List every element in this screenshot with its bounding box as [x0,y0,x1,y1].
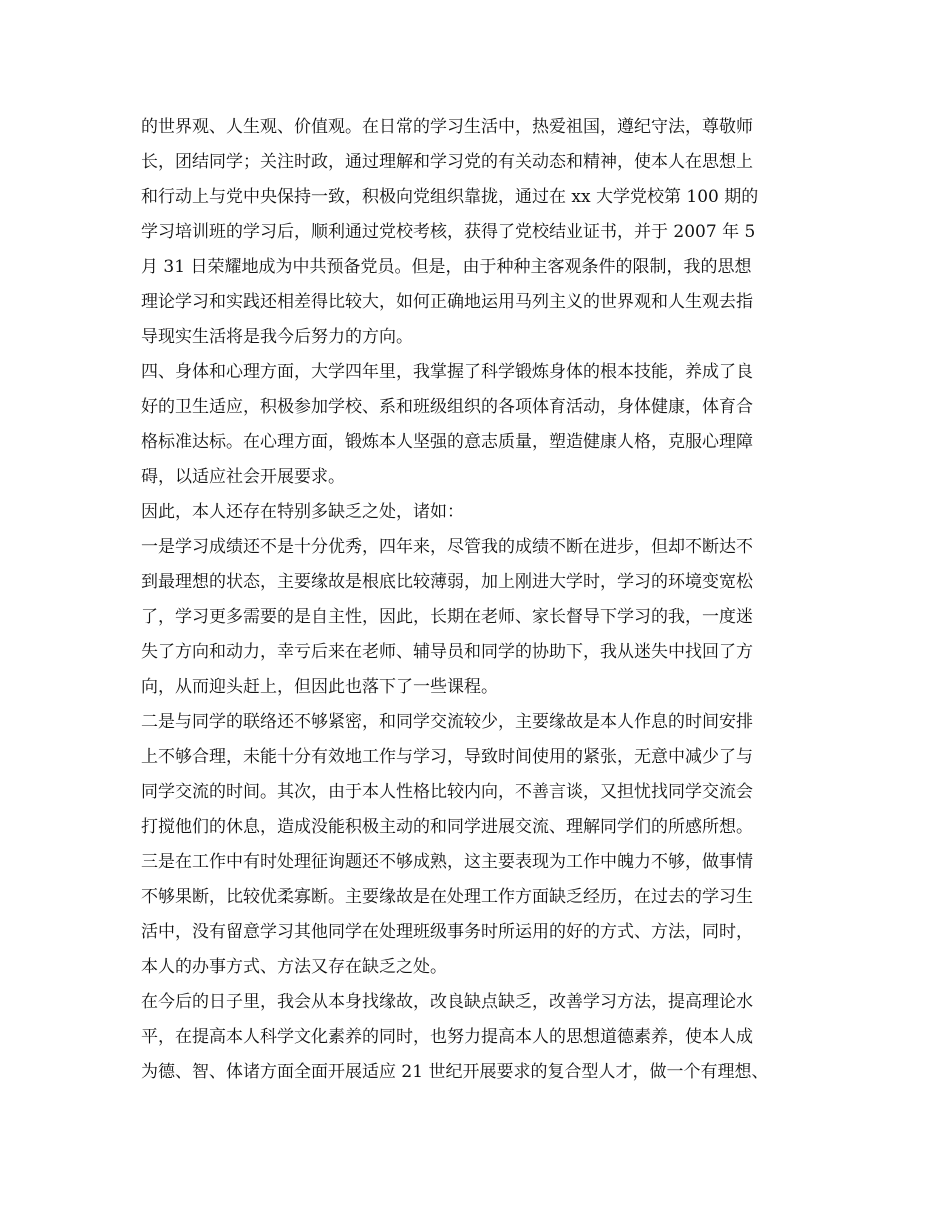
text-line: 在今后的日子里，我会从本身找缘故，改良缺点缺乏，改善学习方法，提高理论水 [141,992,753,1012]
text-line: 了，学习更多需要的是自主性，因此，长期在老师、家长督导下学习的我，一度迷 [141,607,753,627]
text-line: 因此，本人还存在特别多缺乏之处，诸如： [141,502,464,522]
text-line: 上不够合理，未能十分有效地工作与学习，导致时间使用的紧张，无意中减少了与 [141,747,753,767]
text-line: 向，从而迎头赶上，但因此也落下了一些课程。 [141,677,498,697]
text-line: 学习培训班的学习后，顺利通过党校考核，获得了党校结业证书，并于 2007 年 5 [141,222,756,242]
text-line: 碍，以适应社会开展要求。 [141,467,345,487]
text-line: 的世界观、人生观、价值观。在日常的学习生活中，热爱祖国，遵纪守法，尊敬师 [141,117,753,137]
text-line: 平，在提高本人科学文化素养的同时，也努力提高本人的思想道德素养，使本人成 [141,1027,753,1047]
body-text [141,110,831,1090]
text-line: 活中，没有留意学习其他同学在处理班级事务时所运用的好的方式、方法，同时， [141,922,753,942]
text-line: 好的卫生适应，积极参加学校、系和班级组织的各项体育活动，身体健康，体育合 [141,397,753,417]
text-line: 月 31 日荣耀地成为中共预备党员。但是，由于种种主客观条件的限制，我的思想 [141,257,752,277]
text-line: 格标准达标。在心理方面，锻炼本人坚强的意志质量，塑造健康人格，克服心理障 [141,432,753,452]
text-line: 本人的办事方式、方法又存在缺乏之处。 [141,957,447,977]
text-line: 失了方向和动力，幸亏后来在老师、辅导员和同学的协助下，我从迷失中找回了方 [141,642,753,662]
text-line: 同学交流的时间。其次，由于本人性格比较内向，不善言谈，又担忧找同学交流会 [141,782,753,802]
text-line: 理论学习和实践还相差得比较大，如何正确地运用马列主义的世界观和人生观去指 [141,292,753,312]
text-line: 长，团结同学；关注时政，通过理解和学习党的有关动态和精神，使本人在思想上 [141,152,753,172]
text-line: 不够果断，比较优柔寡断。主要缘故是在处理工作方面缺乏经历，在过去的学习生 [141,887,753,907]
text-line: 四、身体和心理方面，大学四年里，我掌握了科学锻炼身体的根本技能，养成了良 [141,362,753,382]
text-line: 二是与同学的联络还不够紧密，和同学交流较少，主要缘故是本人作息的时间安排 [141,712,753,732]
text-line: 打搅他们的休息，造成没能积极主动的和同学进展交流、理解同学们的所感所想。 [141,817,753,837]
text-line: 一是学习成绩还不是十分优秀，四年来，尽管我的成绩不断在进步，但却不断达不 [141,537,753,557]
text-line: 三是在工作中有时处理征询题还不够成熟，这主要表现为工作中魄力不够，做事情 [141,852,753,872]
text-line: 导现实生活将是我今后努力的方向。 [141,327,413,347]
text-line: 和行动上与党中央保持一致，积极向党组织靠拢，通过在 xx 大学党校第 100 期的 [141,187,759,207]
text-line: 为德、智、体诸方面全面开展适应 21 世纪开展要求的复合型人才，做一个有理想、 [141,1062,769,1082]
text-line: 到最理想的状态，主要缘故是根底比较薄弱，加上刚进大学时，学习的环境变宽松 [141,572,753,592]
